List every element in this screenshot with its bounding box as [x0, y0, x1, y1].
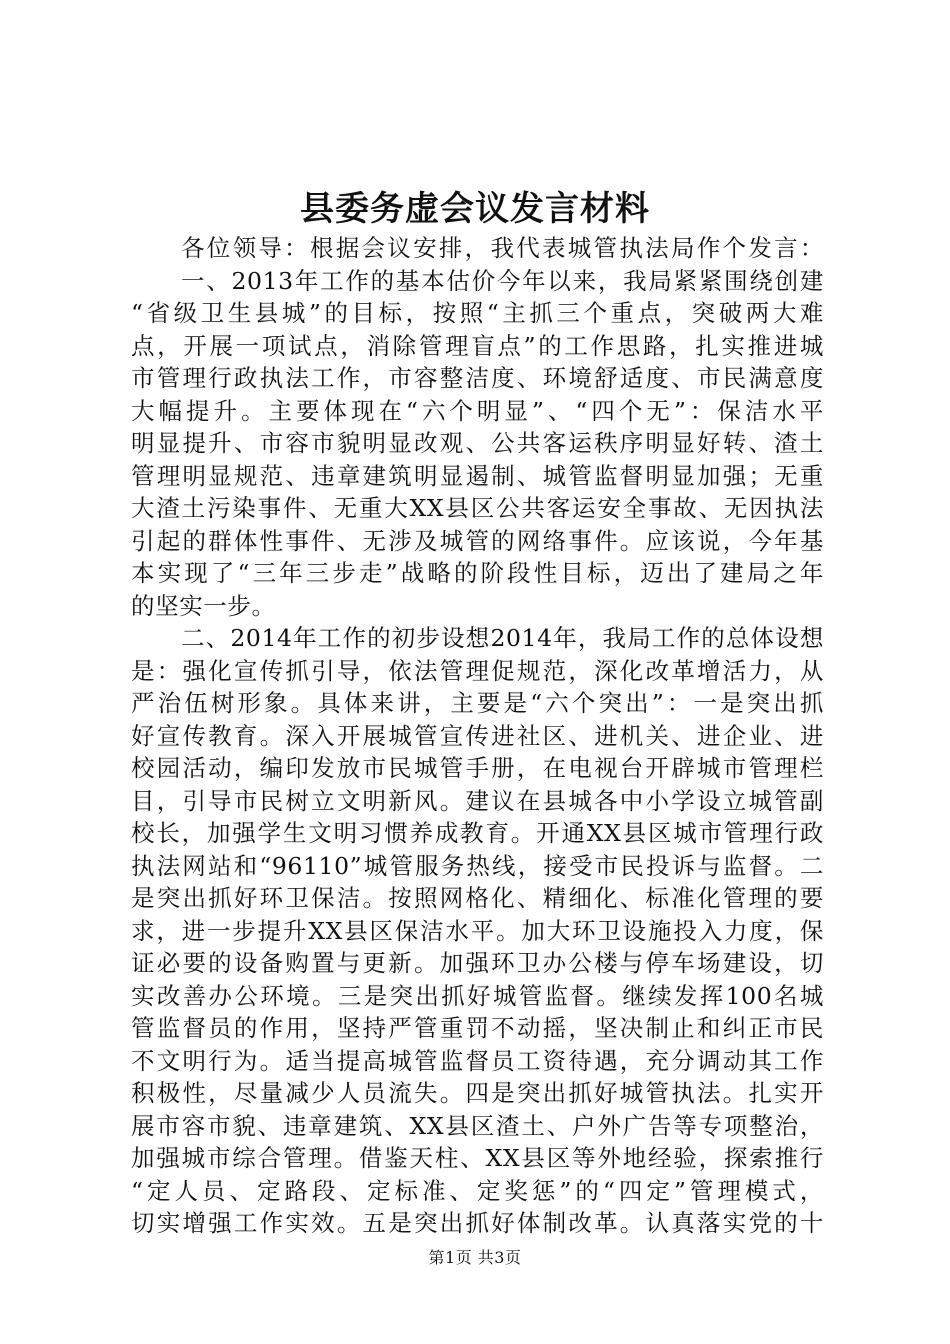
body-line: 市管理行政执法工作，市容整洁度、环境舒适度、市民满意度	[131, 364, 824, 392]
body-line: 求，进一步提升XX县区保洁水平。加大环卫设施投入力度，保	[131, 916, 824, 945]
body-line: 引起的群体性事件、无涉及城管的网络事件。应该说，今年基	[131, 526, 824, 555]
body-line: 的坚实一步。	[131, 591, 276, 620]
body-line: 本实现了“三年三步走”战略的阶段性目标，迈出了建局之年	[131, 559, 824, 587]
body-line: 大幅提升。主要体现在“六个明显”、“四个无”：保洁水平	[131, 396, 824, 425]
body-line: 是突出抓好环卫保洁。按照网格化、精细化、标准化管理的要	[131, 884, 824, 912]
page-number: 第1页 共3页	[428, 1248, 522, 1267]
body-line: 点，开展一项试点，消除管理盲点”的工作思路，扎实推进城	[131, 331, 824, 360]
body-line: 管监督员的作用，坚持严管重罚不动摇，坚决制止和纠正市民	[131, 1014, 824, 1042]
body-line: 一、2013年工作的基本估价今年以来，我局紧紧围绕创建	[181, 266, 824, 295]
body-line: 管理明显规范、违章建筑明显遏制、城管监督明显加强；无重	[131, 461, 824, 490]
body-line: “省级卫生县城”的目标，按照“主抓三个重点，突破两大难	[131, 299, 824, 327]
body-line: 目，引导市民树立文明新风。建议在县城各中小学设立城管副	[131, 786, 824, 815]
body-line: 证必要的设备购置与更新。加强环卫办公楼与停车场建设，切	[131, 949, 824, 977]
body-line: 严治伍树形象。具体来讲，主要是“六个突出”：一是突出抓	[131, 689, 824, 717]
body-line: 各位领导：根据会议安排，我代表城管执法局作个发言：	[181, 234, 824, 262]
body-line: 展市容市貌、违章建筑、XX县区渣土、户外广告等专项整治，	[131, 1111, 824, 1140]
body-line: 校长，加强学生文明习惯养成教育。开通XX县区城市管理行政	[131, 819, 824, 847]
body-line: 大渣土污染事件、无重大XX县区公共客运安全事故、无因执法	[131, 494, 824, 522]
body-line: 实改善办公环境。三是突出抓好城管监督。继续发挥100名城	[131, 981, 824, 1010]
body-line: 二、2014年工作的初步设想2014年，我局工作的总体设想	[181, 624, 824, 652]
body-line: 校园活动，编印发放市民城管手册，在电视台开辟城市管理栏	[131, 754, 824, 782]
body-line: 切实增强工作实效。五是突出抓好体制改革。认真落实党的十	[131, 1209, 824, 1237]
document-title: 县委务虚会议发言材料	[300, 189, 650, 229]
body-line: 加强城市综合管理。借鉴天柱、XX县区等外地经验，探索推行	[131, 1144, 824, 1172]
body-line: 明显提升、市容市貌明显改观、公共客运秩序明显好转、渣土	[131, 429, 824, 457]
body-line: “定人员、定路段、定标准、定奖惩”的“四定”管理模式，	[131, 1176, 824, 1205]
body-line: 好宣传教育。深入开展城管宣传进社区、进机关、进企业、进	[131, 721, 824, 750]
body-line: 执法网站和“96110”城管服务热线，接受市民投诉与监督。二	[131, 851, 824, 880]
body-line: 积极性，尽量减少人员流失。四是突出抓好城管执法。扎实开	[131, 1079, 824, 1107]
body-line: 不文明行为。适当提高城管监督员工资待遇，充分调动其工作	[131, 1046, 824, 1075]
document-body	[131, 232, 824, 1240]
body-line: 是：强化宣传抓引导，依法管理促规范，深化改革增活力，从	[131, 656, 824, 685]
